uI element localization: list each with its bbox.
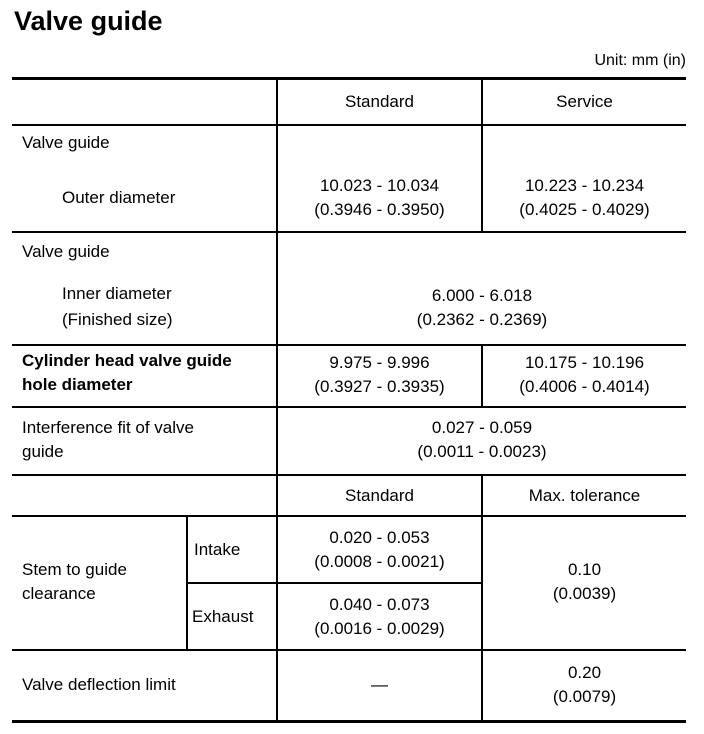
- row-sublabel: (Finished size): [62, 310, 173, 329]
- header-standard: Standard: [345, 485, 414, 505]
- row-label: Valve guide: [22, 133, 110, 152]
- divider: [12, 231, 686, 233]
- intake-standard: 0.020 - 0.053 (0.0008 - 0.0021): [314, 528, 445, 571]
- outer-standard: 10.023 - 10.034 (0.3946 - 0.3950): [314, 176, 445, 219]
- row-sublabel: Outer diameter: [62, 188, 176, 207]
- exhaust-standard: 0.040 - 0.073 (0.0016 - 0.0029): [314, 595, 445, 638]
- intake-label: Intake: [194, 540, 241, 559]
- hole-standard: 9.975 - 9.996 (0.3927 - 0.3935): [314, 353, 445, 396]
- divider: [12, 124, 686, 126]
- deflection-standard: —: [371, 675, 388, 694]
- divider: [12, 515, 686, 517]
- page-title: Valve guide: [14, 6, 163, 36]
- header-service: Service: [556, 92, 613, 111]
- outer-service: 10.223 - 10.234 (0.4025 - 0.4029): [519, 176, 650, 219]
- header-standard: Standard: [345, 92, 414, 111]
- unit-label: Unit: mm (in): [594, 52, 686, 69]
- divider: [12, 344, 686, 346]
- fit-value: 0.027 - 0.059 (0.0011 - 0.0023): [417, 418, 547, 461]
- row-label: Stem to guide clearance: [22, 560, 127, 603]
- column-divider: [186, 516, 188, 650]
- row-label: Interference fit of valve guide: [22, 418, 194, 461]
- clearance-max: 0.10 (0.0039): [552, 560, 617, 603]
- hole-service: 10.175 - 10.196 (0.4006 - 0.4014): [519, 353, 650, 396]
- bottom-rule: [12, 720, 686, 723]
- exhaust-label: Exhaust: [192, 607, 254, 626]
- header-max-tolerance: Max. tolerance: [528, 485, 641, 505]
- row-label: Valve deflection limit: [22, 675, 176, 694]
- deflection-max: 0.20 (0.0079): [552, 663, 617, 706]
- row-label: Valve guide: [22, 242, 110, 261]
- divider: [12, 406, 686, 408]
- inner-value: 6.000 - 6.018 (0.2362 - 0.2369): [416, 286, 548, 329]
- divider: [186, 582, 482, 584]
- row-label: Cylinder head valve guide hole diameter: [22, 351, 232, 394]
- divider: [12, 649, 686, 651]
- row-sublabel: Inner diameter: [62, 284, 172, 303]
